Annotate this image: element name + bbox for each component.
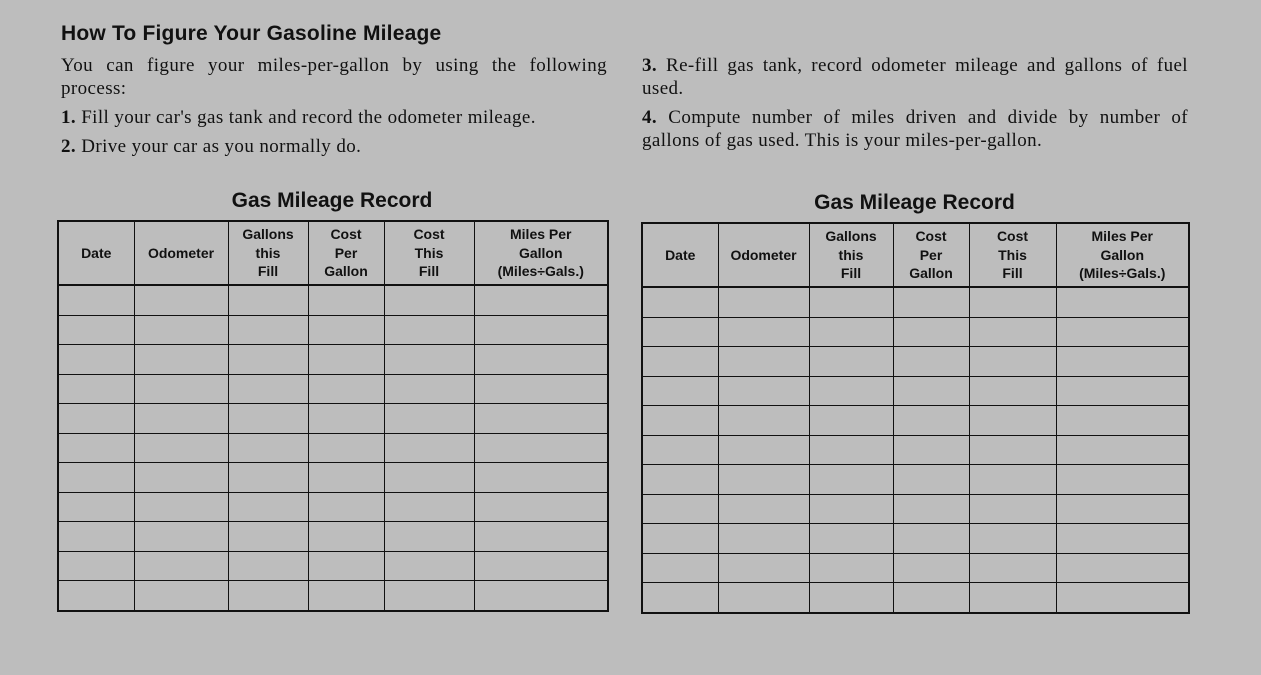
entry-cell[interactable] bbox=[308, 522, 384, 552]
column-header-line: Gallon bbox=[518, 244, 563, 261]
entry-cell[interactable] bbox=[308, 404, 384, 434]
entry-cell[interactable] bbox=[642, 524, 718, 554]
entry-cell[interactable] bbox=[228, 315, 308, 345]
entry-cell[interactable] bbox=[718, 465, 809, 495]
entry-cell[interactable] bbox=[58, 551, 134, 581]
entry-cell[interactable] bbox=[642, 406, 718, 436]
entry-cell[interactable] bbox=[474, 492, 608, 522]
entry-cell[interactable] bbox=[474, 345, 608, 375]
entry-cell[interactable] bbox=[809, 317, 893, 347]
table-row bbox=[642, 376, 1189, 406]
table-row bbox=[58, 433, 608, 463]
entry-cell[interactable] bbox=[308, 315, 384, 345]
table-row bbox=[642, 524, 1189, 554]
entry-cell[interactable] bbox=[474, 463, 608, 493]
column-header bbox=[809, 223, 893, 287]
entry-cell[interactable] bbox=[642, 583, 718, 613]
entry-cell[interactable] bbox=[58, 492, 134, 522]
entry-cell[interactable] bbox=[809, 347, 893, 377]
page-title: How To Figure Your Gasoline Mileage bbox=[61, 22, 442, 45]
instructions-left bbox=[61, 54, 607, 158]
header-row bbox=[58, 221, 608, 285]
entry-cell[interactable] bbox=[134, 374, 228, 404]
column-header-line: (Miles÷Gals.) bbox=[497, 263, 584, 280]
entry-cell[interactable] bbox=[718, 317, 809, 347]
entry-cell[interactable] bbox=[308, 581, 384, 611]
entry-cell[interactable] bbox=[134, 404, 228, 434]
entry-cell[interactable] bbox=[308, 551, 384, 581]
table-row bbox=[58, 463, 608, 493]
entry-cell[interactable] bbox=[642, 376, 718, 406]
entry-cell[interactable] bbox=[969, 347, 1056, 377]
entry-cell[interactable] bbox=[134, 522, 228, 552]
column-header-line: Gallon bbox=[1100, 246, 1145, 263]
entry-cell[interactable] bbox=[384, 551, 474, 581]
record-title: Gas Mileage Record bbox=[231, 189, 433, 212]
entry-cell[interactable] bbox=[642, 317, 718, 347]
entry-cell[interactable] bbox=[134, 315, 228, 345]
entry-cell[interactable] bbox=[893, 376, 969, 406]
column-header-line: Gallon bbox=[909, 265, 953, 282]
column-header-line: Cost bbox=[330, 226, 362, 243]
step-text: Fill your car's gas tank and record the odometer mileage. bbox=[81, 107, 536, 128]
entry-cell[interactable] bbox=[1056, 287, 1189, 317]
step-2 bbox=[61, 135, 607, 158]
entry-cell[interactable] bbox=[58, 463, 134, 493]
entry-cell[interactable] bbox=[969, 524, 1056, 554]
column-header-line: Gallon bbox=[324, 263, 368, 280]
step-number: 1. bbox=[61, 107, 77, 128]
entry-cell[interactable] bbox=[58, 374, 134, 404]
entry-cell[interactable] bbox=[1056, 406, 1189, 436]
entry-cell[interactable] bbox=[58, 345, 134, 375]
table-row bbox=[58, 551, 608, 581]
record-title: Gas Mileage Record bbox=[814, 191, 1015, 214]
column-header-line: This bbox=[414, 244, 444, 261]
entry-cell[interactable] bbox=[642, 347, 718, 377]
entry-cell[interactable] bbox=[58, 315, 134, 345]
entry-cell[interactable] bbox=[228, 433, 308, 463]
table-row bbox=[642, 494, 1189, 524]
mileage-record-right bbox=[641, 188, 1188, 614]
entry-cell[interactable] bbox=[809, 494, 893, 524]
entry-cell[interactable] bbox=[308, 492, 384, 522]
entry-cell[interactable] bbox=[718, 287, 809, 317]
entry-cell[interactable] bbox=[969, 376, 1056, 406]
entry-cell[interactable] bbox=[58, 404, 134, 434]
entry-cell[interactable] bbox=[1056, 347, 1189, 377]
table-row bbox=[58, 285, 608, 315]
entry-cell[interactable] bbox=[474, 315, 608, 345]
entry-cell[interactable] bbox=[969, 553, 1056, 583]
entry-cell[interactable] bbox=[228, 374, 308, 404]
column-header bbox=[893, 223, 969, 287]
entry-cell[interactable] bbox=[642, 287, 718, 317]
column-header bbox=[134, 221, 228, 285]
entry-cell[interactable] bbox=[384, 463, 474, 493]
entry-cell[interactable] bbox=[893, 494, 969, 524]
entry-cell[interactable] bbox=[809, 583, 893, 613]
step-3 bbox=[642, 54, 1188, 100]
entry-cell[interactable] bbox=[134, 345, 228, 375]
entry-cell[interactable] bbox=[969, 494, 1056, 524]
entry-cell[interactable] bbox=[809, 406, 893, 436]
entry-cell[interactable] bbox=[308, 285, 384, 315]
column-header-line: Miles Per bbox=[1091, 228, 1153, 245]
column-header-line: Fill bbox=[257, 263, 279, 280]
column-header-line: (Miles÷Gals.) bbox=[1079, 265, 1166, 282]
entry-cell[interactable] bbox=[969, 406, 1056, 436]
table-row bbox=[58, 581, 608, 611]
entry-cell[interactable] bbox=[969, 465, 1056, 495]
entry-cell[interactable] bbox=[474, 404, 608, 434]
column-header-line: Date bbox=[81, 244, 112, 261]
column-header bbox=[384, 221, 474, 285]
entry-cell[interactable] bbox=[134, 551, 228, 581]
entry-cell[interactable] bbox=[474, 551, 608, 581]
entry-cell[interactable] bbox=[134, 492, 228, 522]
entry-cell[interactable] bbox=[969, 583, 1056, 613]
entry-cell[interactable] bbox=[642, 494, 718, 524]
column-header-line: Miles Per bbox=[510, 226, 572, 243]
table-row bbox=[58, 404, 608, 434]
entry-cell[interactable] bbox=[308, 433, 384, 463]
entry-cell[interactable] bbox=[642, 465, 718, 495]
entry-cell[interactable] bbox=[134, 581, 228, 611]
entry-cell[interactable] bbox=[1056, 583, 1189, 613]
step-4 bbox=[642, 106, 1188, 152]
entry-cell[interactable] bbox=[718, 406, 809, 436]
entry-cell[interactable] bbox=[1056, 465, 1189, 495]
column-header bbox=[969, 223, 1056, 287]
table-row bbox=[642, 287, 1189, 317]
step-number: 2. bbox=[61, 136, 77, 157]
entry-cell[interactable] bbox=[893, 406, 969, 436]
column-header bbox=[718, 223, 809, 287]
entry-cell[interactable] bbox=[134, 285, 228, 315]
entry-cell[interactable] bbox=[893, 465, 969, 495]
step-text: Re-fill gas tank, record odometer mileage and gallons of fuel used. bbox=[642, 55, 1188, 99]
entry-cell[interactable] bbox=[384, 433, 474, 463]
intro-text: You can figure your miles-per-gallon by using the following process: bbox=[61, 55, 607, 99]
column-header-line: this bbox=[838, 246, 864, 263]
entry-cell[interactable] bbox=[809, 465, 893, 495]
entry-cell[interactable] bbox=[1056, 376, 1189, 406]
entry-cell[interactable] bbox=[893, 347, 969, 377]
entry-cell[interactable] bbox=[969, 435, 1056, 465]
entry-cell[interactable] bbox=[809, 553, 893, 583]
column-header bbox=[474, 221, 608, 285]
entry-cell[interactable] bbox=[809, 435, 893, 465]
table-row bbox=[58, 492, 608, 522]
entry-cell[interactable] bbox=[893, 524, 969, 554]
entry-cell[interactable] bbox=[58, 581, 134, 611]
step-number: 4. bbox=[642, 107, 658, 128]
table-row bbox=[642, 435, 1189, 465]
column-header bbox=[308, 221, 384, 285]
instructions-right bbox=[642, 54, 1188, 152]
entry-cell[interactable] bbox=[384, 581, 474, 611]
column-header bbox=[642, 223, 718, 287]
entry-cell[interactable] bbox=[228, 492, 308, 522]
entry-cell[interactable] bbox=[1056, 435, 1189, 465]
entry-cell[interactable] bbox=[893, 583, 969, 613]
mileage-table bbox=[641, 222, 1190, 614]
entry-cell[interactable] bbox=[384, 404, 474, 434]
table-row bbox=[642, 465, 1189, 495]
entry-cell[interactable] bbox=[642, 553, 718, 583]
column-header-line: Per bbox=[334, 244, 358, 261]
column-header-line: Per bbox=[919, 246, 943, 263]
step-text: Drive your car as you normally do. bbox=[81, 136, 362, 157]
entry-cell[interactable] bbox=[58, 433, 134, 463]
entry-cell[interactable] bbox=[809, 376, 893, 406]
column-header-line: Fill bbox=[840, 265, 862, 282]
entry-cell[interactable] bbox=[718, 435, 809, 465]
column-header-line: Fill bbox=[418, 263, 440, 280]
entry-cell[interactable] bbox=[228, 345, 308, 375]
table-row bbox=[58, 315, 608, 345]
column-header bbox=[228, 221, 308, 285]
entry-cell[interactable] bbox=[718, 553, 809, 583]
entry-cell[interactable] bbox=[718, 524, 809, 554]
entry-cell[interactable] bbox=[228, 285, 308, 315]
entry-cell[interactable] bbox=[228, 463, 308, 493]
step-number: 3. bbox=[642, 55, 658, 76]
entry-cell[interactable] bbox=[228, 522, 308, 552]
entry-cell[interactable] bbox=[134, 463, 228, 493]
entry-cell[interactable] bbox=[718, 347, 809, 377]
column-header-line: this bbox=[255, 244, 281, 261]
column-header-line: Fill bbox=[1002, 265, 1023, 282]
entry-cell[interactable] bbox=[384, 374, 474, 404]
entry-cell[interactable] bbox=[384, 522, 474, 552]
entry-cell[interactable] bbox=[308, 374, 384, 404]
entry-cell[interactable] bbox=[718, 583, 809, 613]
entry-cell[interactable] bbox=[474, 581, 608, 611]
table-row bbox=[642, 347, 1189, 377]
column-header-line: Cost bbox=[413, 226, 445, 243]
column-header-line: Odometer bbox=[730, 246, 797, 263]
entry-cell[interactable] bbox=[969, 287, 1056, 317]
header-row bbox=[642, 223, 1189, 287]
entry-cell[interactable] bbox=[1056, 494, 1189, 524]
table-row bbox=[642, 583, 1189, 613]
table-row bbox=[642, 406, 1189, 436]
table-row bbox=[642, 317, 1189, 347]
entry-cell[interactable] bbox=[384, 492, 474, 522]
entry-cell[interactable] bbox=[969, 317, 1056, 347]
column-header-line: Date bbox=[665, 246, 696, 263]
entry-cell[interactable] bbox=[384, 345, 474, 375]
table-row bbox=[58, 522, 608, 552]
entry-cell[interactable] bbox=[809, 287, 893, 317]
table-row bbox=[58, 345, 608, 375]
entry-cell[interactable] bbox=[228, 551, 308, 581]
entry-cell[interactable] bbox=[308, 345, 384, 375]
entry-cell[interactable] bbox=[893, 553, 969, 583]
column-header-line: Gallons bbox=[825, 228, 877, 245]
column-header-line: Gallons bbox=[242, 226, 294, 243]
mileage-record-left bbox=[57, 186, 607, 612]
entry-cell[interactable] bbox=[893, 435, 969, 465]
entry-cell[interactable] bbox=[474, 285, 608, 315]
mileage-table bbox=[57, 220, 609, 612]
column-header bbox=[58, 221, 134, 285]
entry-cell[interactable] bbox=[642, 435, 718, 465]
column-header-line: Cost bbox=[996, 228, 1029, 245]
entry-cell[interactable] bbox=[893, 317, 969, 347]
entry-cell[interactable] bbox=[134, 433, 228, 463]
column-header-line: Odometer bbox=[147, 244, 215, 261]
entry-cell[interactable] bbox=[228, 581, 308, 611]
step-1 bbox=[61, 106, 607, 129]
entry-cell[interactable] bbox=[58, 522, 134, 552]
entry-cell[interactable] bbox=[809, 524, 893, 554]
column-header-line: This bbox=[998, 246, 1027, 263]
entry-cell[interactable] bbox=[718, 376, 809, 406]
entry-cell[interactable] bbox=[893, 287, 969, 317]
table-row bbox=[642, 553, 1189, 583]
entry-cell[interactable] bbox=[384, 315, 474, 345]
entry-cell[interactable] bbox=[1056, 553, 1189, 583]
entry-cell[interactable] bbox=[308, 463, 384, 493]
step-text: Compute number of miles driven and divide by number of gallons of gas used. This is your miles-per-gallon. bbox=[642, 107, 1189, 151]
entry-cell[interactable] bbox=[384, 285, 474, 315]
entry-cell[interactable] bbox=[474, 522, 608, 552]
entry-cell[interactable] bbox=[474, 433, 608, 463]
column-header-line: Cost bbox=[915, 228, 947, 245]
entry-cell[interactable] bbox=[1056, 524, 1189, 554]
entry-cell[interactable] bbox=[474, 374, 608, 404]
entry-cell[interactable] bbox=[1056, 317, 1189, 347]
table-row bbox=[58, 374, 608, 404]
column-header bbox=[1056, 223, 1189, 287]
entry-cell[interactable] bbox=[58, 285, 134, 315]
entry-cell[interactable] bbox=[228, 404, 308, 434]
entry-cell[interactable] bbox=[718, 494, 809, 524]
